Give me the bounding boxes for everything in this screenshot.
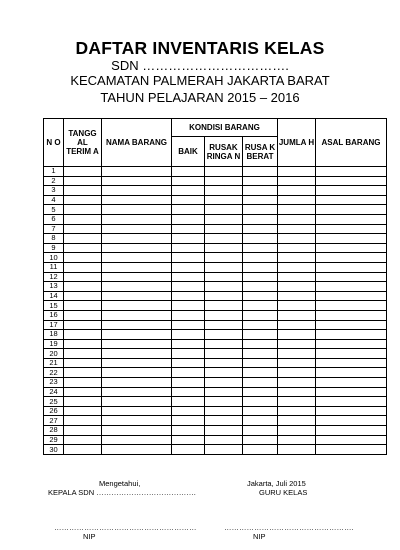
signature-right-nip: NIP — [253, 532, 266, 541]
row-number: 16 — [44, 310, 64, 320]
table-cell — [243, 445, 278, 455]
table-cell — [278, 349, 316, 359]
table-cell — [278, 406, 316, 416]
table-cell — [102, 416, 172, 426]
table-row — [44, 262, 387, 272]
table-cell — [102, 397, 172, 407]
table-cell — [243, 262, 278, 272]
table-cell — [243, 368, 278, 378]
table-cell — [243, 426, 278, 436]
table-cell — [102, 435, 172, 445]
row-number: 26 — [44, 406, 64, 416]
table-cell — [316, 243, 387, 253]
table-cell — [64, 205, 102, 215]
table-cell — [316, 339, 387, 349]
table-row — [44, 195, 387, 205]
table-cell — [278, 272, 316, 282]
table-row — [44, 291, 387, 301]
table-cell — [278, 426, 316, 436]
table-cell — [64, 387, 102, 397]
table-cell — [102, 445, 172, 455]
table-cell — [243, 253, 278, 263]
table-row — [44, 224, 387, 234]
row-number: 21 — [44, 358, 64, 368]
table-cell — [64, 186, 102, 196]
table-cell — [243, 358, 278, 368]
table-cell — [172, 435, 205, 445]
table-cell — [278, 339, 316, 349]
table-cell — [102, 330, 172, 340]
table-row — [44, 320, 387, 330]
table-cell — [243, 214, 278, 224]
table-cell — [64, 406, 102, 416]
table-cell — [278, 330, 316, 340]
table-cell — [278, 205, 316, 215]
table-row — [44, 330, 387, 340]
table-cell — [243, 195, 278, 205]
table-cell — [316, 224, 387, 234]
table-cell — [316, 416, 387, 426]
table-cell — [172, 378, 205, 388]
table-cell — [64, 310, 102, 320]
table-cell — [278, 291, 316, 301]
table-cell — [64, 416, 102, 426]
table-cell — [243, 397, 278, 407]
table-cell — [205, 378, 243, 388]
row-number: 19 — [44, 339, 64, 349]
table-cell — [243, 387, 278, 397]
row-number: 23 — [44, 378, 64, 388]
row-number: 24 — [44, 387, 64, 397]
table-cell — [205, 291, 243, 301]
table-cell — [205, 406, 243, 416]
table-cell — [205, 330, 243, 340]
row-number: 10 — [44, 253, 64, 263]
table-cell — [172, 176, 205, 186]
row-number: 11 — [44, 262, 64, 272]
row-number: 22 — [44, 368, 64, 378]
table-cell — [64, 167, 102, 177]
table-cell — [172, 186, 205, 196]
table-cell — [278, 243, 316, 253]
table-cell — [243, 330, 278, 340]
table-cell — [278, 368, 316, 378]
table-cell — [102, 320, 172, 330]
table-cell — [278, 310, 316, 320]
table-cell — [278, 378, 316, 388]
table-cell — [102, 406, 172, 416]
table-cell — [278, 186, 316, 196]
table-cell — [64, 378, 102, 388]
table-cell — [243, 339, 278, 349]
row-number: 2 — [44, 176, 64, 186]
academic-year: TAHUN PELAJARAN 2015 – 2016 — [100, 90, 300, 105]
table-cell — [64, 253, 102, 263]
table-cell — [205, 358, 243, 368]
table-cell — [316, 320, 387, 330]
header-no: N O — [44, 119, 64, 167]
table-row — [44, 349, 387, 359]
row-number: 8 — [44, 234, 64, 244]
table-cell — [172, 349, 205, 359]
table-cell — [243, 301, 278, 311]
table-cell — [102, 368, 172, 378]
table-cell — [64, 272, 102, 282]
table-cell — [64, 320, 102, 330]
table-cell — [243, 416, 278, 426]
table-cell — [64, 445, 102, 455]
table-cell — [172, 330, 205, 340]
table-cell — [172, 358, 205, 368]
table-cell — [172, 272, 205, 282]
table-cell — [102, 426, 172, 436]
table-cell — [243, 234, 278, 244]
inventory-table — [43, 118, 387, 455]
table-cell — [205, 301, 243, 311]
table-cell — [102, 378, 172, 388]
table-cell — [102, 205, 172, 215]
table-row — [44, 406, 387, 416]
table-cell — [172, 243, 205, 253]
table-cell — [243, 176, 278, 186]
table-cell — [102, 272, 172, 282]
table-cell — [172, 167, 205, 177]
table-cell — [316, 291, 387, 301]
signature-left-label: Mengetahui, — [99, 479, 141, 488]
table-cell — [102, 186, 172, 196]
row-number: 30 — [44, 445, 64, 455]
table-cell — [243, 272, 278, 282]
table-cell — [64, 195, 102, 205]
table-cell — [205, 435, 243, 445]
table-cell — [316, 262, 387, 272]
table-cell — [102, 167, 172, 177]
table-cell — [278, 445, 316, 455]
table-cell — [278, 262, 316, 272]
table-cell — [243, 205, 278, 215]
table-cell — [205, 426, 243, 436]
table-cell — [205, 214, 243, 224]
table-cell — [205, 416, 243, 426]
table-cell — [278, 176, 316, 186]
table-row — [44, 301, 387, 311]
table-cell — [172, 310, 205, 320]
table-cell — [316, 282, 387, 292]
table-cell — [205, 205, 243, 215]
table-row — [44, 378, 387, 388]
row-number: 20 — [44, 349, 64, 359]
table-cell — [64, 262, 102, 272]
header-baik: BAIK — [172, 137, 205, 167]
table-cell — [316, 406, 387, 416]
row-number: 14 — [44, 291, 64, 301]
table-cell — [172, 368, 205, 378]
table-cell — [243, 224, 278, 234]
table-cell — [64, 339, 102, 349]
table-cell — [243, 435, 278, 445]
table-cell — [205, 167, 243, 177]
table-cell — [316, 358, 387, 368]
table-cell — [172, 282, 205, 292]
table-cell — [205, 339, 243, 349]
header-tanggal: TANGG AL TERIM A — [64, 119, 102, 167]
table-cell — [64, 426, 102, 436]
table-cell — [64, 282, 102, 292]
row-number: 9 — [44, 243, 64, 253]
row-number: 17 — [44, 320, 64, 330]
row-number: 5 — [44, 205, 64, 215]
table-cell — [205, 387, 243, 397]
table-cell — [172, 387, 205, 397]
table-cell — [278, 358, 316, 368]
table-cell — [102, 195, 172, 205]
table-cell — [316, 167, 387, 177]
header-rusak-berat: RUSA K BERAT — [243, 137, 278, 167]
table-cell — [102, 253, 172, 263]
table-cell — [243, 291, 278, 301]
table-cell — [102, 301, 172, 311]
table-cell — [64, 301, 102, 311]
table-cell — [205, 253, 243, 263]
table-cell — [205, 195, 243, 205]
table-cell — [172, 262, 205, 272]
signature-left-title: KEPALA SDN …………………………………. — [48, 488, 196, 497]
header-jumlah: JUMLA H — [278, 119, 316, 167]
table-cell — [278, 282, 316, 292]
table-cell — [102, 234, 172, 244]
table-cell — [64, 358, 102, 368]
table-cell — [64, 349, 102, 359]
table-cell — [172, 253, 205, 263]
table-cell — [278, 253, 316, 263]
table-cell — [316, 234, 387, 244]
signature-right-title: GURU KELAS — [259, 488, 308, 497]
table-cell — [102, 310, 172, 320]
table-cell — [316, 378, 387, 388]
table-cell — [316, 387, 387, 397]
table-cell — [278, 195, 316, 205]
table-cell — [205, 349, 243, 359]
table-cell — [243, 378, 278, 388]
table-cell — [316, 310, 387, 320]
table-cell — [316, 349, 387, 359]
table-cell — [102, 243, 172, 253]
table-cell — [316, 445, 387, 455]
table-row — [44, 176, 387, 186]
table-cell — [64, 435, 102, 445]
row-number: 1 — [44, 167, 64, 177]
table-cell — [102, 358, 172, 368]
row-number: 4 — [44, 195, 64, 205]
signature-right-date: Jakarta, Juli 2015 — [247, 479, 306, 488]
table-cell — [243, 282, 278, 292]
signature-left-nip: NIP — [83, 532, 96, 541]
table-cell — [278, 320, 316, 330]
table-cell — [316, 435, 387, 445]
signature-right-line: ……………………………………………. — [224, 523, 354, 532]
table-cell — [278, 167, 316, 177]
table-cell — [243, 167, 278, 177]
table-row — [44, 167, 387, 177]
row-number: 13 — [44, 282, 64, 292]
table-cell — [316, 205, 387, 215]
table-cell — [316, 301, 387, 311]
table-cell — [64, 176, 102, 186]
table-cell — [205, 243, 243, 253]
table-cell — [316, 176, 387, 186]
table-cell — [64, 234, 102, 244]
table-row — [44, 416, 387, 426]
table-cell — [64, 214, 102, 224]
table-row — [44, 368, 387, 378]
table-cell — [172, 205, 205, 215]
table-cell — [243, 243, 278, 253]
table-cell — [102, 387, 172, 397]
table-cell — [102, 282, 172, 292]
table-cell — [205, 445, 243, 455]
table-cell — [205, 272, 243, 282]
table-cell — [278, 301, 316, 311]
table-row — [44, 272, 387, 282]
table-cell — [243, 186, 278, 196]
table-cell — [172, 301, 205, 311]
table-cell — [316, 330, 387, 340]
table-cell — [243, 310, 278, 320]
header-nama-barang: NAMA BARANG — [102, 119, 172, 167]
table-cell — [278, 214, 316, 224]
table-cell — [64, 224, 102, 234]
table-cell — [172, 445, 205, 455]
table-row — [44, 435, 387, 445]
table-cell — [316, 195, 387, 205]
table-row — [44, 253, 387, 263]
table-cell — [316, 426, 387, 436]
table-cell — [102, 176, 172, 186]
table-cell — [278, 234, 316, 244]
table-cell — [205, 234, 243, 244]
table-cell — [172, 416, 205, 426]
table-row — [44, 310, 387, 320]
row-number: 6 — [44, 214, 64, 224]
document-title: DAFTAR INVENTARIS KELAS — [75, 38, 325, 58]
table-cell — [205, 262, 243, 272]
table-row — [44, 445, 387, 455]
table-cell — [278, 435, 316, 445]
table-cell — [205, 320, 243, 330]
table-cell — [278, 224, 316, 234]
table-cell — [243, 349, 278, 359]
table-cell — [172, 195, 205, 205]
table-cell — [205, 224, 243, 234]
table-cell — [316, 214, 387, 224]
table-cell — [205, 310, 243, 320]
table-cell — [102, 349, 172, 359]
header-asal-barang: ASAL BARANG — [316, 119, 387, 167]
table-cell — [316, 368, 387, 378]
row-number: 27 — [44, 416, 64, 426]
table-cell — [316, 397, 387, 407]
table-row — [44, 243, 387, 253]
table-row — [44, 214, 387, 224]
table-cell — [316, 253, 387, 263]
table-cell — [172, 224, 205, 234]
table-cell — [172, 291, 205, 301]
row-number: 7 — [44, 224, 64, 234]
table-cell — [205, 176, 243, 186]
table-cell — [172, 339, 205, 349]
table-cell — [205, 282, 243, 292]
row-number: 3 — [44, 186, 64, 196]
row-number: 29 — [44, 435, 64, 445]
table-cell — [64, 368, 102, 378]
table-cell — [205, 368, 243, 378]
row-number: 15 — [44, 301, 64, 311]
school-name: SDN ……………………………. — [111, 58, 289, 73]
row-number: 18 — [44, 330, 64, 340]
table-row — [44, 358, 387, 368]
table-cell — [278, 397, 316, 407]
table-row — [44, 397, 387, 407]
table-cell — [205, 397, 243, 407]
table-cell — [64, 243, 102, 253]
header-kondisi-barang: KONDISI BARANG — [172, 119, 278, 137]
district-name: KECAMATAN PALMERAH JAKARTA BARAT — [70, 73, 330, 88]
table-row — [44, 186, 387, 196]
table-body — [44, 167, 387, 455]
table-cell — [278, 416, 316, 426]
table-cell — [172, 234, 205, 244]
table-row — [44, 426, 387, 436]
table-cell — [102, 262, 172, 272]
table-cell — [102, 224, 172, 234]
table-row — [44, 205, 387, 215]
signature-left-line: ………………………………………………… — [54, 523, 197, 532]
table-row — [44, 339, 387, 349]
table-cell — [102, 291, 172, 301]
table-cell — [172, 406, 205, 416]
table-cell — [64, 291, 102, 301]
table-cell — [243, 406, 278, 416]
row-number: 28 — [44, 426, 64, 436]
row-number: 12 — [44, 272, 64, 282]
table-cell — [243, 320, 278, 330]
table-cell — [205, 186, 243, 196]
table-row — [44, 387, 387, 397]
table-row — [44, 282, 387, 292]
table-cell — [172, 320, 205, 330]
table-cell — [172, 397, 205, 407]
table-cell — [64, 397, 102, 407]
table-cell — [102, 214, 172, 224]
table-cell — [278, 387, 316, 397]
header-rusak-ringan: RUSAK RINGA N — [205, 137, 243, 167]
table-cell — [102, 339, 172, 349]
table-cell — [172, 214, 205, 224]
table-cell — [316, 272, 387, 282]
table-cell — [64, 330, 102, 340]
table-cell — [172, 426, 205, 436]
table-cell — [316, 186, 387, 196]
table-row — [44, 234, 387, 244]
row-number: 25 — [44, 397, 64, 407]
